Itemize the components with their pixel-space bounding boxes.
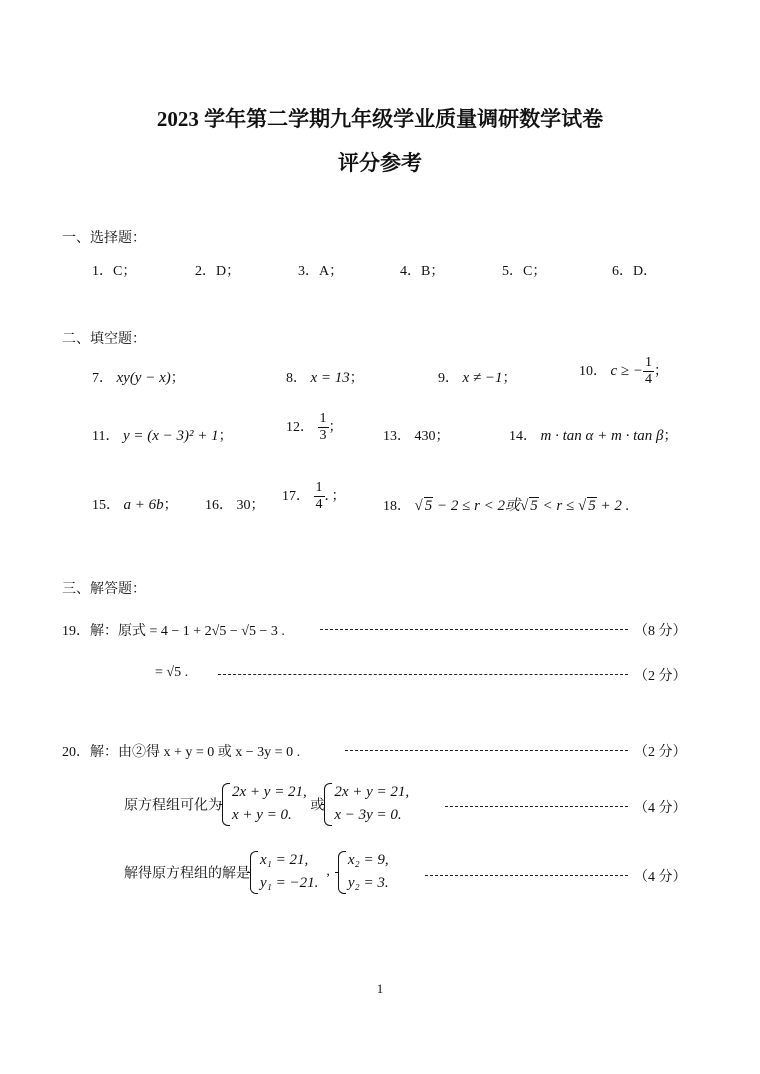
- question-number: 14．: [509, 429, 537, 444]
- question-number: 10．: [579, 363, 607, 379]
- score-label: （4 分）: [634, 801, 687, 816]
- q20-line-2: [124, 781, 409, 828]
- answer-expression: m · tan α + m · tan β: [540, 428, 664, 444]
- line-prefix: 原方程组可化为: [124, 798, 222, 814]
- answer-expression: xy(y − x): [116, 370, 171, 386]
- left-brace: [222, 783, 230, 826]
- fill-answer-14: [509, 425, 677, 445]
- fill-answer-11: [92, 425, 233, 445]
- fraction-numerator: 1: [314, 480, 325, 497]
- question-number: 13．: [383, 429, 411, 444]
- question-number: 8．: [286, 371, 307, 386]
- answer-5: 5．C；: [502, 264, 547, 279]
- answer-expression: a + 6b: [123, 497, 164, 513]
- page-title: 2023 学年第二学期九年级学业质量调研数学试卷: [156, 107, 604, 131]
- sqrt-sign: √: [578, 498, 587, 514]
- or-label: 或: [310, 798, 325, 814]
- page-number: 1: [376, 981, 384, 996]
- system-row: x₁ = 21,: [260, 852, 309, 868]
- left-brace: [338, 851, 346, 894]
- radicand: 5: [424, 498, 433, 514]
- answer-expression: 430；: [414, 429, 450, 444]
- score-label: （2 分）: [634, 745, 687, 760]
- fill-answer-13: [383, 425, 450, 445]
- answer-expression: 30；: [236, 498, 265, 513]
- fill-answer-18: [383, 494, 629, 515]
- fraction: [643, 355, 654, 388]
- radicand: 5: [530, 498, 538, 514]
- expression-part: − 2 ≤ r < 2或: [433, 498, 521, 514]
- leader-line: [320, 629, 628, 630]
- question-number: 17．: [282, 488, 310, 504]
- leader-line: [345, 750, 628, 751]
- separator: ,: [326, 864, 330, 880]
- fraction-numerator: 1: [643, 355, 654, 372]
- leader-line: [425, 875, 628, 876]
- solution-system: [338, 849, 389, 896]
- left-brace: [324, 783, 332, 826]
- solution-system: [250, 849, 318, 896]
- sqrt-sign: √: [414, 498, 423, 514]
- answer-1: 1．C；: [92, 264, 137, 279]
- answer-end: ；: [654, 363, 669, 379]
- fraction: [318, 411, 329, 444]
- question-number: 18．: [383, 499, 411, 514]
- fill-answer-9: [438, 367, 517, 387]
- system-row: x − 3y = 0.: [334, 807, 402, 824]
- answer-end: ；: [663, 429, 678, 444]
- fraction-denominator: 4: [315, 497, 323, 513]
- fill-answer-8: [286, 367, 364, 387]
- system-row: y₂ = 3.: [347, 875, 389, 892]
- answer-4: 4．B；: [400, 264, 445, 279]
- question-number: 7．: [92, 371, 113, 386]
- question-number: 12．: [286, 419, 314, 435]
- answer-expression: c ≥ −: [610, 362, 644, 379]
- fraction-numerator: 1: [318, 411, 329, 428]
- page-subtitle: 评分参考: [338, 151, 422, 175]
- score-label: （8 分）: [634, 624, 687, 639]
- leader-line: [218, 674, 628, 675]
- answer-expression: x ≠ −1: [462, 370, 503, 386]
- expression-part: < r ≤: [538, 498, 578, 514]
- fraction-denominator: 4: [645, 372, 653, 388]
- answer-expression: x = 13: [310, 370, 350, 386]
- fill-answer-16: [205, 494, 265, 514]
- answer-3: 3．A；: [298, 264, 344, 279]
- fill-answer-7: [92, 367, 185, 387]
- fraction-denominator: 3: [319, 428, 327, 444]
- equation-system: [222, 781, 307, 828]
- fill-answer-17: [282, 480, 346, 513]
- fill-answer-12: [286, 411, 343, 444]
- score-label: （2 分）: [634, 669, 687, 684]
- system-row: y₁ = −21.: [260, 875, 319, 892]
- question-number: 11．: [92, 429, 120, 444]
- answer-end: ；: [170, 371, 185, 386]
- question-number: 16．: [205, 498, 233, 513]
- left-brace: [250, 851, 258, 894]
- leader-line: [445, 806, 628, 807]
- system-row: x₂ = 9,: [347, 852, 389, 868]
- question-number: 15．: [92, 498, 120, 513]
- answer-expression: y = (x − 3)² + 1: [122, 428, 219, 444]
- answer-end: ；: [163, 498, 178, 513]
- answer-2: 2．D；: [195, 264, 241, 279]
- fill-answer-15: [92, 494, 178, 514]
- answer-end: ；: [328, 419, 343, 435]
- line-prefix: 解得原方程组的解是: [124, 866, 250, 882]
- answer-expression: [415, 498, 630, 514]
- section-heading-choice: 一、选择题：: [62, 231, 146, 246]
- q20-line-3: [124, 849, 389, 896]
- q19-line-2: = √5 .: [155, 665, 189, 680]
- answer-end: ；: [502, 371, 517, 386]
- radicand: 5: [588, 498, 596, 514]
- section-heading-fill: 二、填空题：: [62, 332, 146, 347]
- equation-system: [324, 781, 409, 828]
- fill-answer-10: [579, 355, 668, 388]
- fraction: [314, 480, 325, 513]
- system-row: 2x + y = 21,: [334, 784, 410, 800]
- question-number: 9．: [438, 371, 459, 386]
- score-label: （4 分）: [634, 870, 687, 885]
- answer-end: ．；: [324, 488, 346, 504]
- q19-line-1: 19．解：原式 = 4 − 1 + 2√5 − √5 − 3 .: [62, 624, 285, 639]
- system-row: x + y = 0.: [232, 807, 292, 824]
- section-heading-solution: 三、解答题：: [62, 582, 146, 597]
- answer-end: ；: [218, 429, 233, 444]
- answer-end: ；: [349, 371, 364, 386]
- q20-line-1: 20．解：由②得 x + y = 0 或 x − 3y = 0 .: [62, 745, 301, 760]
- sqrt-sign: √: [520, 498, 529, 514]
- expression-part: + 2 .: [596, 498, 630, 514]
- system-row: 2x + y = 21,: [232, 784, 307, 800]
- answer-6: 6．D．: [612, 264, 658, 279]
